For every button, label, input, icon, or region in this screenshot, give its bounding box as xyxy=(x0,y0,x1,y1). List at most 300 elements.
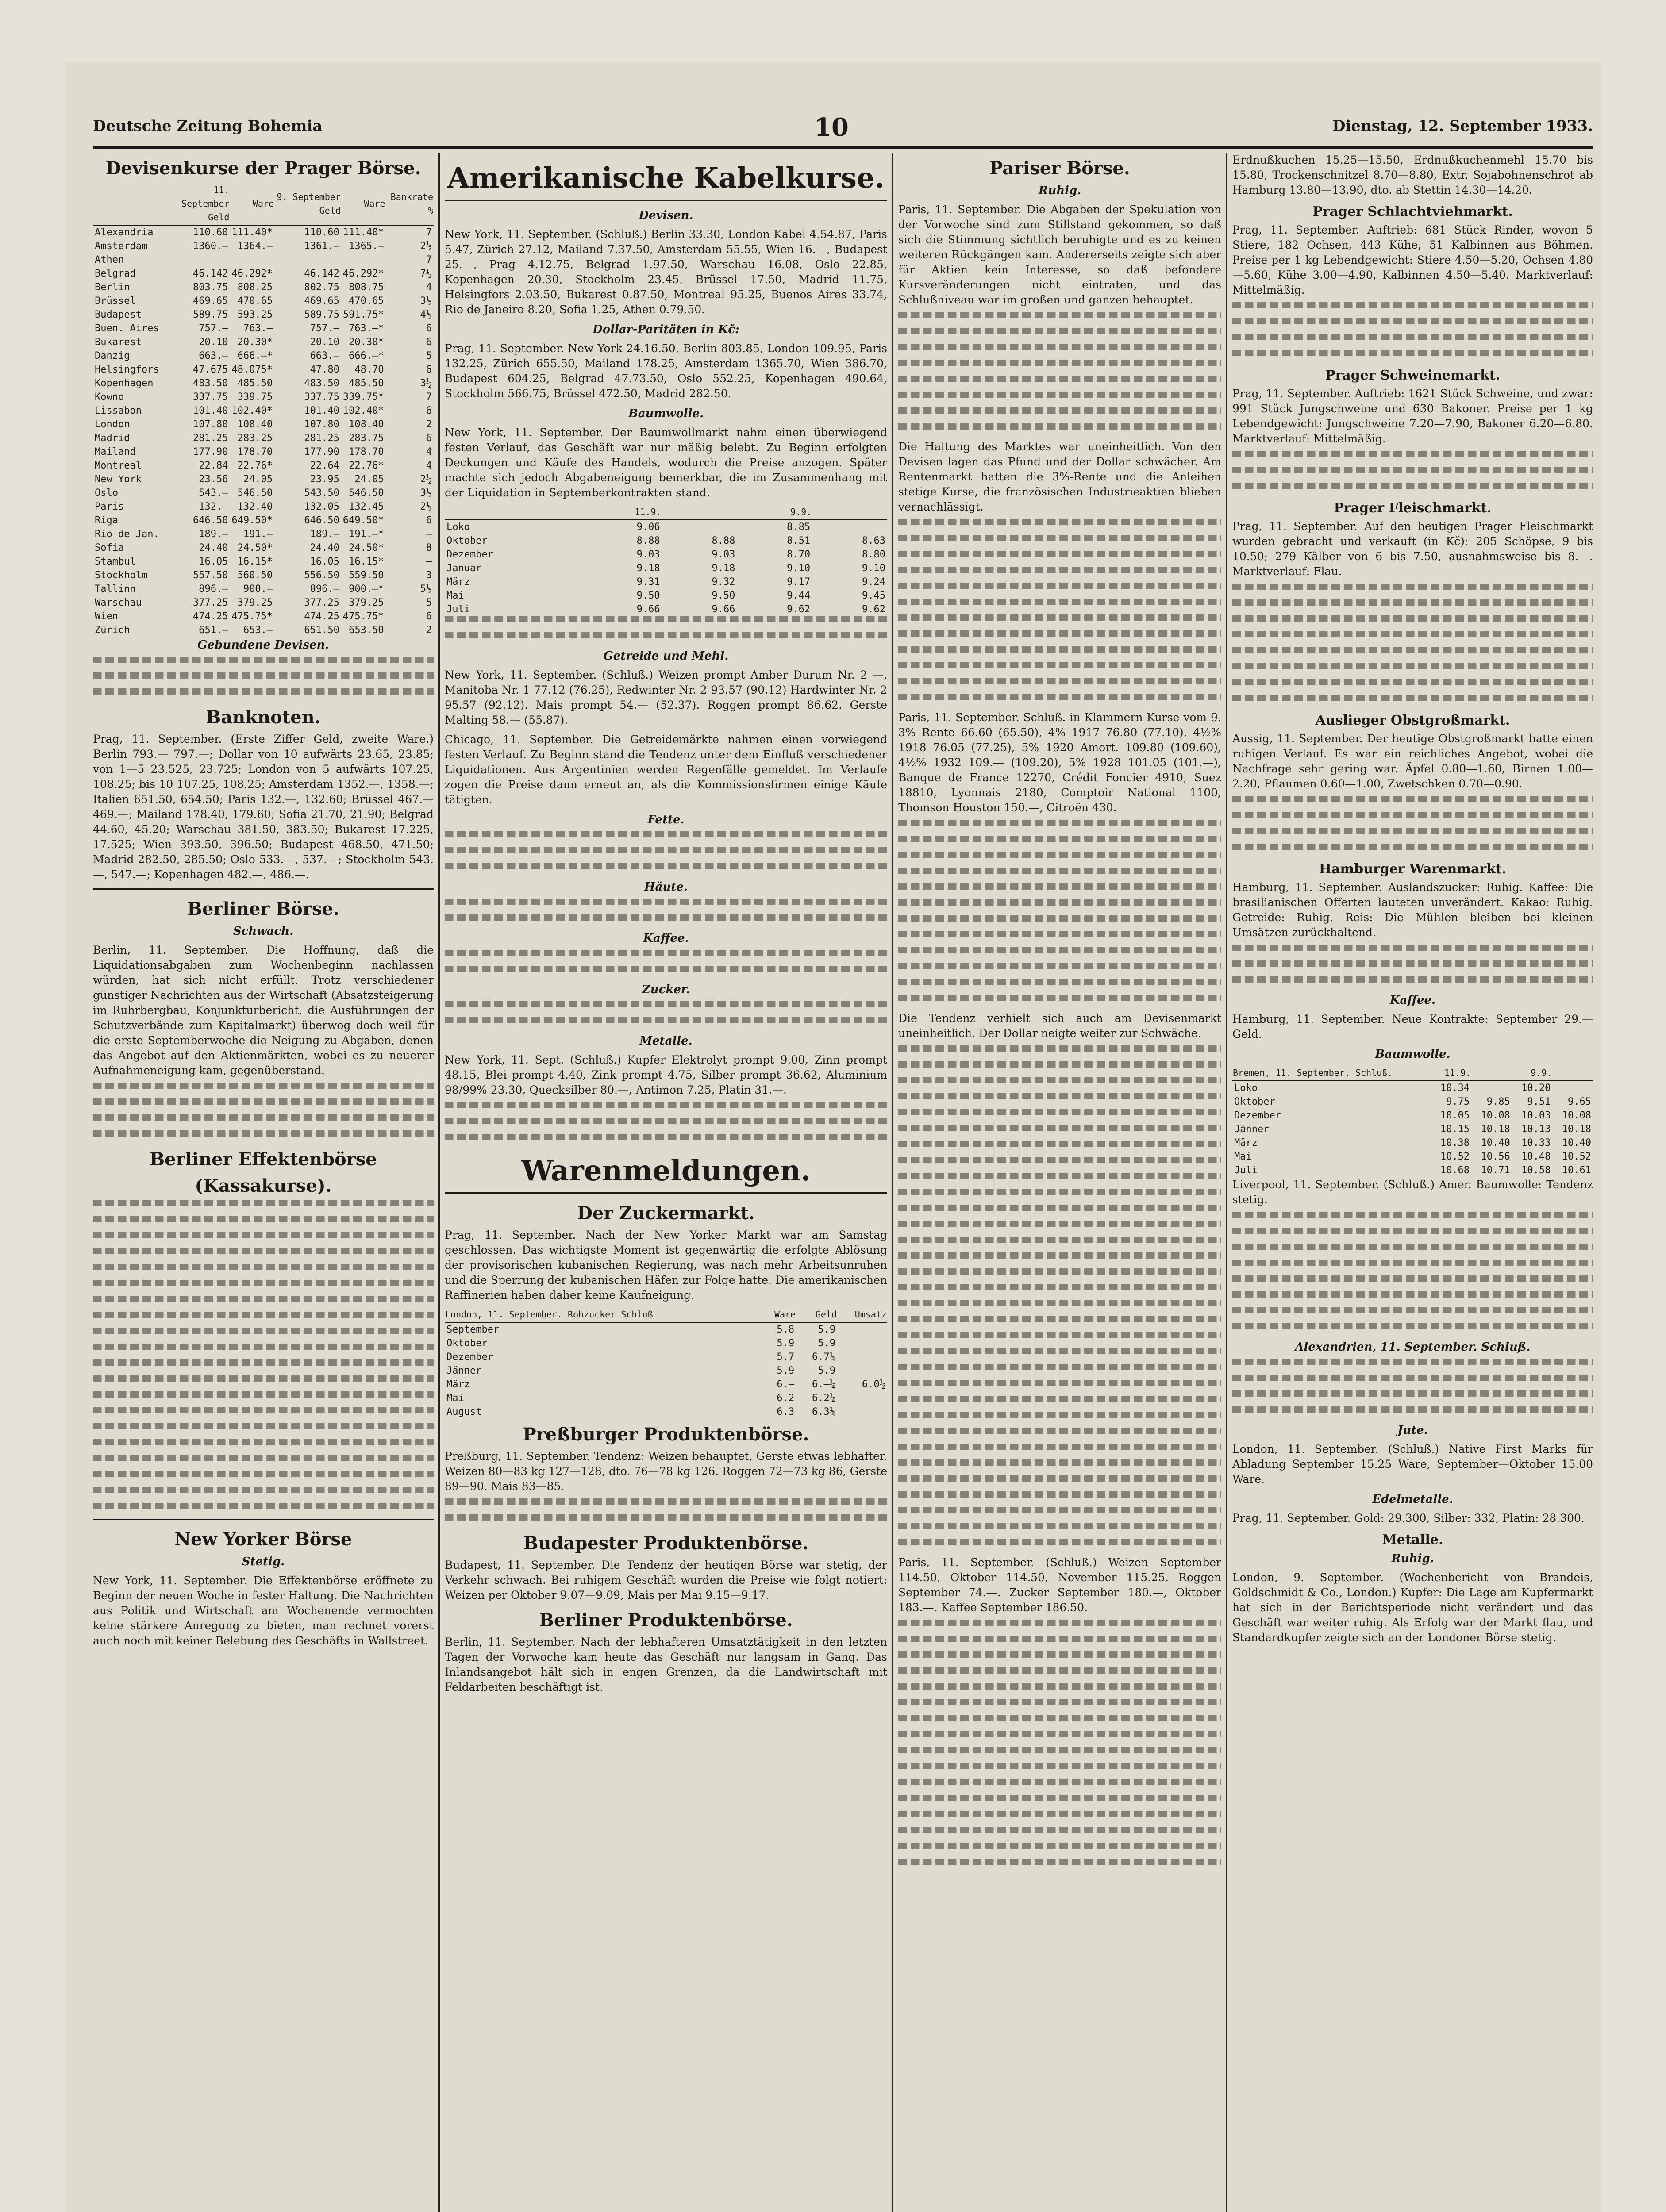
devisen-row xyxy=(93,239,434,253)
devisen-row xyxy=(93,568,434,582)
table-cell: 8.85 xyxy=(787,522,811,533)
table-cell: 108.40 xyxy=(237,419,273,430)
table-cell: 46.292* xyxy=(231,268,273,279)
table-cell: 10.15 xyxy=(1440,1124,1470,1135)
table-cell: 110.60 xyxy=(304,227,339,238)
article-text: Preßburg, 11. September. Tendenz: Weizen behauptet, Gerste etwas lebhafter. Weizen 80—83 kg 127—128, dto. 76—78 kg 126. Roggen 72—73 kg 86, Gerste 89—90. Mais 83—85. xyxy=(445,1450,887,1493)
table-cell: 189.— xyxy=(199,529,228,540)
table-cell: 5.9 xyxy=(818,1365,835,1376)
table-cell: 470.65 xyxy=(349,296,384,307)
table-cell: 1360.— xyxy=(192,241,228,252)
devisen-row xyxy=(93,404,434,418)
table-cell: 2½ xyxy=(420,241,432,252)
table-cell: 3½ xyxy=(420,488,432,499)
table-cell: 9.24 xyxy=(862,576,885,588)
section-title: Berliner Effektenbörse (Kassakurse). xyxy=(150,1149,377,1196)
column-2 xyxy=(445,153,887,2212)
table-cell: 132.40 xyxy=(237,501,273,512)
article-text: Paris, 11. September. Die Abgaben der Spekulation von der Vorwoche sind zum Stillstand gekommen, so daß sich die Stimmung sichtlich beruhigte und es zu keinen weiteren Rückgängen kam. Andererseits zeigte sich aber für Aktien kein Interesse, so daß befondere Kursveränderungen nicht eintraten, und das Schlußniveau war im großen und ganzen behauptet. xyxy=(898,203,1221,306)
table-cell: 6.2 xyxy=(777,1393,795,1404)
table-cell: 46.292* xyxy=(342,268,384,279)
section-title: Banknoten. xyxy=(206,707,321,728)
table-cell: 9.62 xyxy=(787,604,811,615)
table-cell: Wien xyxy=(95,611,118,622)
zucker-row xyxy=(445,1378,887,1391)
table-header-cell: Geld xyxy=(796,1307,837,1322)
table-cell: 5 xyxy=(426,597,432,608)
table-cell: 10.58 xyxy=(1521,1165,1551,1176)
table-header-cell xyxy=(662,505,737,520)
table-cell: 485.50 xyxy=(237,378,273,389)
table-cell: 10.48 xyxy=(1521,1151,1551,1162)
devisen-row xyxy=(93,527,434,541)
table-cell: 653.50 xyxy=(349,625,384,636)
table-cell: 9.66 xyxy=(636,604,660,615)
table-cell: 132.05 xyxy=(304,501,339,512)
devisen-row xyxy=(93,431,434,445)
devisen-row xyxy=(93,267,434,280)
table-cell: 651.50 xyxy=(304,625,339,636)
baumwolle-table xyxy=(445,505,887,616)
table-cell: 5½ xyxy=(420,584,432,595)
table-cell xyxy=(837,1350,887,1364)
table-cell: 283.25 xyxy=(237,433,273,444)
table-cell: Amsterdam xyxy=(95,241,148,252)
section-subtitle: Ruhig. xyxy=(1038,184,1081,197)
table-cell: 4½ xyxy=(420,309,432,320)
table-cell: Dezember xyxy=(446,1352,493,1363)
table-cell: 48.075* xyxy=(231,364,273,375)
table-cell: 10.03 xyxy=(1521,1110,1551,1121)
zucker-row xyxy=(445,1364,887,1378)
table-cell: 191.— xyxy=(243,529,273,540)
table-header-cell xyxy=(812,505,887,520)
table-cell: Juli xyxy=(446,604,470,615)
devisen-row xyxy=(93,294,434,308)
baumwolle-row xyxy=(445,575,887,589)
table-cell: 10.13 xyxy=(1521,1124,1551,1135)
table-cell: 556.50 xyxy=(304,570,339,581)
devisen-row xyxy=(93,500,434,514)
table-cell: 3 xyxy=(426,570,432,581)
section-title: Berliner Börse. xyxy=(187,899,339,919)
table-cell: Berlin xyxy=(95,282,130,293)
table-cell: Mai xyxy=(446,1393,464,1404)
section-subtitle: Zucker. xyxy=(642,983,690,996)
table-cell: Tallinn xyxy=(95,584,136,595)
table-cell: 5.9 xyxy=(777,1365,795,1376)
table-cell: 9.50 xyxy=(712,590,735,601)
table-cell: 651.— xyxy=(199,625,228,636)
devisen-row xyxy=(93,322,434,335)
table-cell: 543.— xyxy=(199,488,228,499)
table-cell: 178.70 xyxy=(237,446,273,457)
table-cell: 6 xyxy=(426,337,432,348)
section-title: New Yorker Börse xyxy=(174,1529,352,1550)
table-cell: Jänner xyxy=(446,1365,482,1376)
table-cell: 8.80 xyxy=(862,549,885,560)
table-cell: August xyxy=(446,1406,482,1417)
table-cell: 8.51 xyxy=(787,535,811,546)
table-cell: Oktober xyxy=(446,535,488,546)
table-cell: 132.45 xyxy=(349,501,384,512)
table-cell: 808.25 xyxy=(237,282,273,293)
table-header-cell xyxy=(445,505,585,520)
table-cell: 8.88 xyxy=(712,535,735,546)
table-cell: 475.75* xyxy=(342,611,384,622)
table-cell: 47.80 xyxy=(310,364,339,375)
table-cell: 281.25 xyxy=(192,433,228,444)
table-cell: 6.3 xyxy=(777,1406,795,1417)
article-text: Paris, 11. September. Schluß. in Klammern Kurse vom 9. 3% Rente 66.60 (65.50), 4% 1917 76.80 (77.10), 4½% 1918 76.05 (77.25), 5% 1920 Amort. 109.80 (109.60), 4½% 1932 109.— (109.20), 5% 1928 101.05 (101.—), Banque de France 12270, Crédit Foncier 4910, Suez 18810, Lyonnais 2180, Comptoir National 1100, Thomson Houston 150.—, Citroën 430. xyxy=(898,711,1221,814)
table-cell: 2 xyxy=(426,625,432,636)
column-divider xyxy=(438,153,440,2212)
table-cell: Oktober xyxy=(446,1338,488,1349)
table-cell: 379.25 xyxy=(349,597,384,608)
table-cell: 474.25 xyxy=(304,611,339,622)
table-cell: 20.30* xyxy=(237,337,273,348)
table-cell: 543.50 xyxy=(304,488,339,499)
section-title: Hamburger Warenmarkt. xyxy=(1319,861,1507,877)
table-cell: 5.9 xyxy=(818,1338,835,1349)
header-rule xyxy=(93,146,1593,149)
table-cell: Belgrad xyxy=(95,268,136,279)
london-zucker-table xyxy=(445,1307,887,1419)
table-cell: 6.—¼ xyxy=(812,1379,835,1390)
table-cell: 7½ xyxy=(420,268,432,279)
table-cell: Juli xyxy=(1234,1165,1258,1176)
table-cell xyxy=(812,520,887,534)
page-number: 10 xyxy=(814,113,849,142)
table-cell: 646.50 xyxy=(304,515,339,526)
table-cell: 1365.— xyxy=(349,241,384,252)
table-cell: 10.08 xyxy=(1481,1110,1510,1121)
table-cell: Stambul xyxy=(95,556,136,567)
column-4 xyxy=(1232,153,1593,2212)
table-cell xyxy=(1471,1081,1512,1095)
table-cell: 108.40 xyxy=(349,419,384,430)
table-cell: 10.20 xyxy=(1521,1083,1551,1094)
table-cell: 8.63 xyxy=(862,535,885,546)
table-cell: 24.50* xyxy=(349,542,384,553)
table-cell: 10.52 xyxy=(1440,1151,1470,1162)
table-cell: London xyxy=(95,419,130,430)
table-cell: Kopenhagen xyxy=(95,378,154,389)
devisen-row xyxy=(93,225,434,239)
table-cell: 339.75* xyxy=(342,392,384,403)
table-cell: 20.30* xyxy=(349,337,384,348)
table-header-cell xyxy=(1552,1066,1593,1081)
table-cell: 46.142 xyxy=(192,268,228,279)
table-cell: 281.25 xyxy=(304,433,339,444)
table-cell: Sofia xyxy=(95,542,124,553)
table-cell xyxy=(230,253,274,267)
zucker-row xyxy=(445,1391,887,1405)
bremen-row xyxy=(1232,1122,1593,1136)
table-cell: Oslo xyxy=(95,488,118,499)
section-title: Auslieger Obstgroßmarkt. xyxy=(1315,713,1510,728)
section-subtitle: Schwach. xyxy=(233,925,294,938)
subsection-title: Gebundene Devisen. xyxy=(197,638,329,652)
table-cell: 6 xyxy=(426,515,432,526)
section-title: Pariser Börse. xyxy=(989,158,1130,179)
table-cell: 483.50 xyxy=(304,378,339,389)
table-cell: 9.44 xyxy=(787,590,811,601)
table-cell: 9.03 xyxy=(712,549,735,560)
table-cell: 474.25 xyxy=(192,611,228,622)
devisen-row xyxy=(93,486,434,500)
article-text: Prag, 11. September. Auftrieb: 1621 Stück Schweine, und zwar: 991 Stück Jungschweine und 630 Bakoner. Preise per 1 kg Lebendgewicht: Jungschweine 7.20—7.90, Bakoner 6.20—6.80. Marktverlauf: Mittelmäßig. xyxy=(1232,387,1593,445)
table-cell: 178.70 xyxy=(349,446,384,457)
table-header-cell: 11. September Geld xyxy=(161,183,230,225)
devisen-row xyxy=(93,280,434,294)
bremen-row xyxy=(1232,1081,1593,1095)
table-cell: 10.33 xyxy=(1521,1137,1551,1148)
table-cell: Loko xyxy=(446,522,470,533)
table-cell: 546.50 xyxy=(237,488,273,499)
table-cell: 377.25 xyxy=(192,597,228,608)
table-cell: 9.03 xyxy=(636,549,660,560)
table-cell: 23.95 xyxy=(310,474,339,485)
baumwolle-row xyxy=(445,520,887,534)
table-cell: Danzig xyxy=(95,350,130,361)
table-cell: 10.52 xyxy=(1562,1151,1591,1162)
devisen-row xyxy=(93,363,434,376)
section-title: Devisenkurse der Prager Börse. xyxy=(105,158,421,179)
table-cell: 470.65 xyxy=(237,296,273,307)
table-cell: 101.40 xyxy=(192,405,228,416)
table-cell: 7 xyxy=(426,254,432,265)
table-cell: 560.50 xyxy=(237,570,273,581)
article-text: New York, 11. Sept. (Schluß.) Kupfer Elektrolyt prompt 9.00, Zinn prompt 48.15, Blei prompt 4.40, Zink prompt 4.75, Silber prompt 36.62, Aluminium 98/99% 23.30, Quecksilber 80.—, Antimon 7.25, Platin 31.—. xyxy=(445,1053,887,1096)
issue-date: Dienstag, 12. September 1933. xyxy=(1332,117,1593,135)
table-cell: Budapest xyxy=(95,309,142,320)
table-cell: 6.0½ xyxy=(862,1379,885,1390)
article-text: New York, 11. September. (Schluß.) Berlin 33.30, London Kabel 4.54.87, Paris 5.47, Zürich 27.12, Mailand 7.37.50, Amsterdam 55.55, Wien 16.—, Budapest 25.—, Prag 4.12.75, Belgrad 1.97.50, Warschau 16.08, Oslo 22.85, Kopenhagen 20.30, Stockholm 23.45, Brüssel 17.50, Madrid 11.75, Helsingfors 2.03.50, Bukarest 0.87.50, Montreal 95.25, Buenos Aires 33.74, Rio de Janeiro 8.20, Sofia 1.25, Athen 0.79.50. xyxy=(445,228,887,316)
table-cell: 900.—* xyxy=(349,584,384,595)
table-cell: 485.50 xyxy=(349,378,384,389)
table-cell: Loko xyxy=(1234,1083,1258,1094)
table-cell: 653.— xyxy=(243,625,273,636)
table-cell: 10.05 xyxy=(1440,1110,1470,1121)
section-subtitle: Stetig. xyxy=(242,1555,285,1568)
table-cell: 22.76* xyxy=(237,460,273,471)
table-cell: 802.75 xyxy=(304,282,339,293)
table-cell: 111.40* xyxy=(342,227,384,238)
table-cell: 10.40 xyxy=(1562,1137,1591,1148)
table-cell: 379.25 xyxy=(237,597,273,608)
table-cell: 649.50* xyxy=(342,515,384,526)
table-cell: Alexandria xyxy=(95,227,154,238)
table-cell: September xyxy=(446,1324,500,1335)
table-cell: 6.— xyxy=(777,1379,795,1390)
table-cell: 5.9 xyxy=(818,1324,835,1335)
table-cell: 377.25 xyxy=(304,597,339,608)
table-cell: Lissabon xyxy=(95,405,142,416)
table-cell xyxy=(341,253,386,267)
table-cell xyxy=(161,253,230,267)
section-subtitle: Metalle. xyxy=(639,1034,693,1048)
article-text: Erdnußkuchen 15.25—15.50, Erdnußkuchenmehl 15.70 bis 15.80, Trockenschnitzel 8.70—8.80, Extr. Sojabohnenschrot ab Hamburg 13.80—13.90, dto. ab Stettin 14.30—14.20. xyxy=(1232,154,1593,196)
table-cell: 9.31 xyxy=(636,576,660,588)
article-text: Die Tendenz verhielt sich auch am Devisenmarkt uneinheitlich. Der Dollar neigte weiter zur Schwäche. xyxy=(898,1012,1221,1040)
devisen-row xyxy=(93,623,434,637)
table-cell: 663.— xyxy=(199,350,228,361)
article-text: Berlin, 11. September. Nach der lebhafteren Umsatztätigkeit in den letzten Tagen der Vorwoche kam heute das Geschäft nur langsam in Gang. Das Inlandsangebot hält sich in engen Grenzen, da die Landwirtschaft mit Feldarbeiten beschäftigt ist. xyxy=(445,1636,887,1694)
table-header-cell: Ware xyxy=(230,183,274,225)
table-header-cell: 11.9. xyxy=(1431,1066,1471,1081)
table-header-cell: 9.9. xyxy=(737,505,812,520)
table-header-cell: Bremen, 11. September. Schluß. xyxy=(1232,1066,1431,1081)
table-cell: 48.70 xyxy=(354,364,384,375)
table-cell: 9.45 xyxy=(862,590,885,601)
table-header-cell: Umsatz xyxy=(837,1307,887,1322)
table-cell: 10.18 xyxy=(1562,1124,1591,1135)
section-subtitle: Baumwolle. xyxy=(1375,1048,1451,1061)
devisen-table xyxy=(93,183,434,637)
table-cell: 469.65 xyxy=(192,296,228,307)
article-text: New York, 11. September. (Schluß.) Weizen prompt Amber Durum Nr. 2 —, Manitoba Nr. 1 77.12 (76.25), Redwinter Nr. 2 93.57 (90.12) Hardwinter Nr. 2 95.57 (92.12). Mais prompt 54.— (52.37). Roggen prompt 86.62. Gerste Malting 58.— (55.87). xyxy=(445,668,887,726)
table-cell: 6 xyxy=(426,323,432,334)
table-cell: — xyxy=(426,556,432,567)
article-text: New York, 11. September. Der Baumwollmarkt nahm einen überwiegend festen Verlauf, das Geschäft war nur mäßig belebt. Zu Beginn erfolgten Deckungen und Käufe des Handels, wodurch die Preise anzogen. Später machte sich jedoch Abgabeneigung bemerkbar, die im Zusammenhang mit der Liquidation in Septemberkontrakten stand. xyxy=(445,426,887,499)
section-title: Prager Schweinemarkt. xyxy=(1325,368,1501,383)
table-cell: 546.50 xyxy=(349,488,384,499)
table-cell: 6 xyxy=(426,364,432,375)
table-cell: Helsingfors xyxy=(95,364,159,375)
table-cell: 10.18 xyxy=(1481,1124,1510,1135)
table-cell: 111.40* xyxy=(231,227,273,238)
table-cell: 9.32 xyxy=(712,576,735,588)
section-subtitle: Fette. xyxy=(647,813,685,826)
table-cell: 5.8 xyxy=(777,1324,795,1335)
table-cell xyxy=(1552,1081,1593,1095)
table-cell: 10.40 xyxy=(1481,1137,1510,1148)
table-cell: 6.2¼ xyxy=(812,1393,835,1404)
table-cell: 9.10 xyxy=(787,563,811,574)
devisen-row xyxy=(93,308,434,322)
table-cell: New York xyxy=(95,474,142,485)
column-1 xyxy=(93,153,434,2212)
table-cell: 22.64 xyxy=(310,460,339,471)
table-cell: Jänner xyxy=(1234,1124,1270,1135)
devisen-row xyxy=(93,596,434,610)
table-cell: 5 xyxy=(426,350,432,361)
table-cell: 2½ xyxy=(420,501,432,512)
table-header-cell xyxy=(1471,1066,1512,1081)
table-cell: 283.75 xyxy=(349,433,384,444)
table-cell xyxy=(837,1391,887,1405)
subsection-title: Berliner Produktenbörse. xyxy=(539,1610,793,1631)
table-cell: 589.75 xyxy=(192,309,228,320)
article-text: Prag, 11. September. Nach der New Yorker Markt war am Samstag geschlossen. Das wichtigste Moment ist gegenwärtig die erfolgte Ablösung der provisorischen kubanischen Regierung, was nach mehr Arbeitsunruhen und die Sperrung der kubanischen Häfen zur Folge hatte. Die amerikanischen Raffinerien haben daher keine Kaufneigung. xyxy=(445,1229,887,1302)
section-subtitle: Ruhig. xyxy=(1391,1552,1434,1565)
table-cell: 4 xyxy=(426,460,432,471)
table-cell: 107.80 xyxy=(192,419,228,430)
table-cell: 9.17 xyxy=(787,576,811,588)
table-cell: 803.75 xyxy=(192,282,228,293)
table-cell xyxy=(837,1336,887,1350)
table-cell: 9.18 xyxy=(712,563,735,574)
table-cell: 757.— xyxy=(199,323,228,334)
table-cell: Warschau xyxy=(95,597,142,608)
table-cell: März xyxy=(446,1379,470,1390)
section-subtitle: Alexandrien, 11. September. Schluß. xyxy=(1295,1340,1531,1354)
bremen-row xyxy=(1232,1109,1593,1122)
article-text: Paris, 11. September. (Schluß.) Weizen September 114.50, Oktober 114.50, November 115.25. Roggen September 74.—. Zucker September 180.—, Oktober 183.—. Kaffee September 186.50. xyxy=(898,1556,1221,1614)
table-cell: 9.66 xyxy=(712,604,735,615)
table-cell: 666.—* xyxy=(237,350,273,361)
devisen-row xyxy=(93,555,434,568)
table-cell: 9.18 xyxy=(636,563,660,574)
table-cell: 132.— xyxy=(199,501,228,512)
article-text: Prag, 11. September. Gold: 29.300, Silber: 332, Platin: 28.300. xyxy=(1232,1512,1585,1525)
table-header-cell: Ware xyxy=(762,1307,796,1322)
article-text: London, 11. September. (Schluß.) Native First Marks für Abladung September 15.25 Ware, September—Oktober 15.00 Ware. xyxy=(1232,1443,1593,1486)
table-cell: 4 xyxy=(426,282,432,293)
table-cell: 9.65 xyxy=(1568,1096,1591,1107)
table-cell: Dezember xyxy=(1234,1110,1281,1121)
bremen-row xyxy=(1232,1136,1593,1150)
table-cell: 6 xyxy=(426,433,432,444)
devisen-row xyxy=(93,390,434,404)
table-cell: 3½ xyxy=(420,378,432,389)
devisen-row xyxy=(93,418,434,431)
table-header-cell: London, 11. September. Rohzucker Schluß xyxy=(445,1307,762,1322)
article-text: Aussig, 11. September. Der heutige Obstgroßmarkt hatte einen ruhigen Verlauf. Es war ein reichliches Angebot, wobei die Nachfrage sehr gering war. Äpfel 0.80—1.60, Birnen 1.00—2.20, Pflaumen 0.60—1.00, Zwetschken 0.70—0.90. xyxy=(1232,732,1593,790)
table-header-cell xyxy=(93,183,161,225)
section-subtitle: Häute. xyxy=(644,880,688,894)
table-cell: 757.— xyxy=(310,323,339,334)
article-text: Chicago, 11. September. Die Getreidemärkte nahmen einen vorwiegend festen Verlauf. Zu Beginn stand die Tendenz unter dem Einfluß verschiedener Liquidationen. Aus Argentinien werden Regenfälle gemeldet. Im Verlaufe zogen die Preise dann erneut an, als die Kommissionsfirmen einige Käufe tätigten. xyxy=(445,733,887,806)
section-subtitle: Kaffee. xyxy=(1389,994,1436,1007)
table-cell: 10.08 xyxy=(1562,1110,1591,1121)
table-cell: 6 xyxy=(426,611,432,622)
table-cell: 646.50 xyxy=(192,515,228,526)
table-cell: 337.75 xyxy=(304,392,339,403)
table-cell: 10.71 xyxy=(1481,1165,1510,1176)
table-cell: 7 xyxy=(426,227,432,238)
table-cell: Buen. Aires xyxy=(95,323,159,334)
table-header-cell: 9.9. xyxy=(1512,1066,1553,1081)
table-cell: 10.34 xyxy=(1440,1083,1470,1094)
table-cell: 9.51 xyxy=(1527,1096,1551,1107)
table-cell: Paris xyxy=(95,501,124,512)
table-cell: 4 xyxy=(426,446,432,457)
table-cell: 5.9 xyxy=(777,1338,795,1349)
column-3 xyxy=(898,153,1221,2212)
table-cell: 900.— xyxy=(243,584,273,595)
table-cell: Rio de Jan. xyxy=(95,529,159,540)
table-cell: 559.50 xyxy=(349,570,384,581)
table-cell: 896.— xyxy=(199,584,228,595)
table-cell: 9.50 xyxy=(636,590,660,601)
table-cell: Dezember xyxy=(446,549,493,560)
table-cell: 8 xyxy=(426,542,432,553)
column-divider xyxy=(892,153,893,2212)
column-divider xyxy=(1226,153,1227,2212)
table-cell: 557.50 xyxy=(192,570,228,581)
table-cell: 47.675 xyxy=(192,364,228,375)
article-text: London, 9. September. (Wochenbericht von Brandeis, Goldschmidt & Co., London.) Kupfer: Die Lage am Kupfermarkt hat sich in der Berichtsperiode nicht verändert und das Geschäft war weiter ruhig. Als Erfolg war der Markt flau, und Standardkupfer zeigte sich an der Londoner Börse stetig. xyxy=(1232,1571,1593,1644)
section-title: Prager Schlachtviehmarkt. xyxy=(1312,204,1513,219)
table-cell: 22.76* xyxy=(349,460,384,471)
table-cell: 9.62 xyxy=(862,604,885,615)
devisen-row xyxy=(93,610,434,623)
table-cell: 177.90 xyxy=(192,446,228,457)
table-cell: 5.7 xyxy=(777,1352,795,1363)
table-cell: 808.75 xyxy=(349,282,384,293)
